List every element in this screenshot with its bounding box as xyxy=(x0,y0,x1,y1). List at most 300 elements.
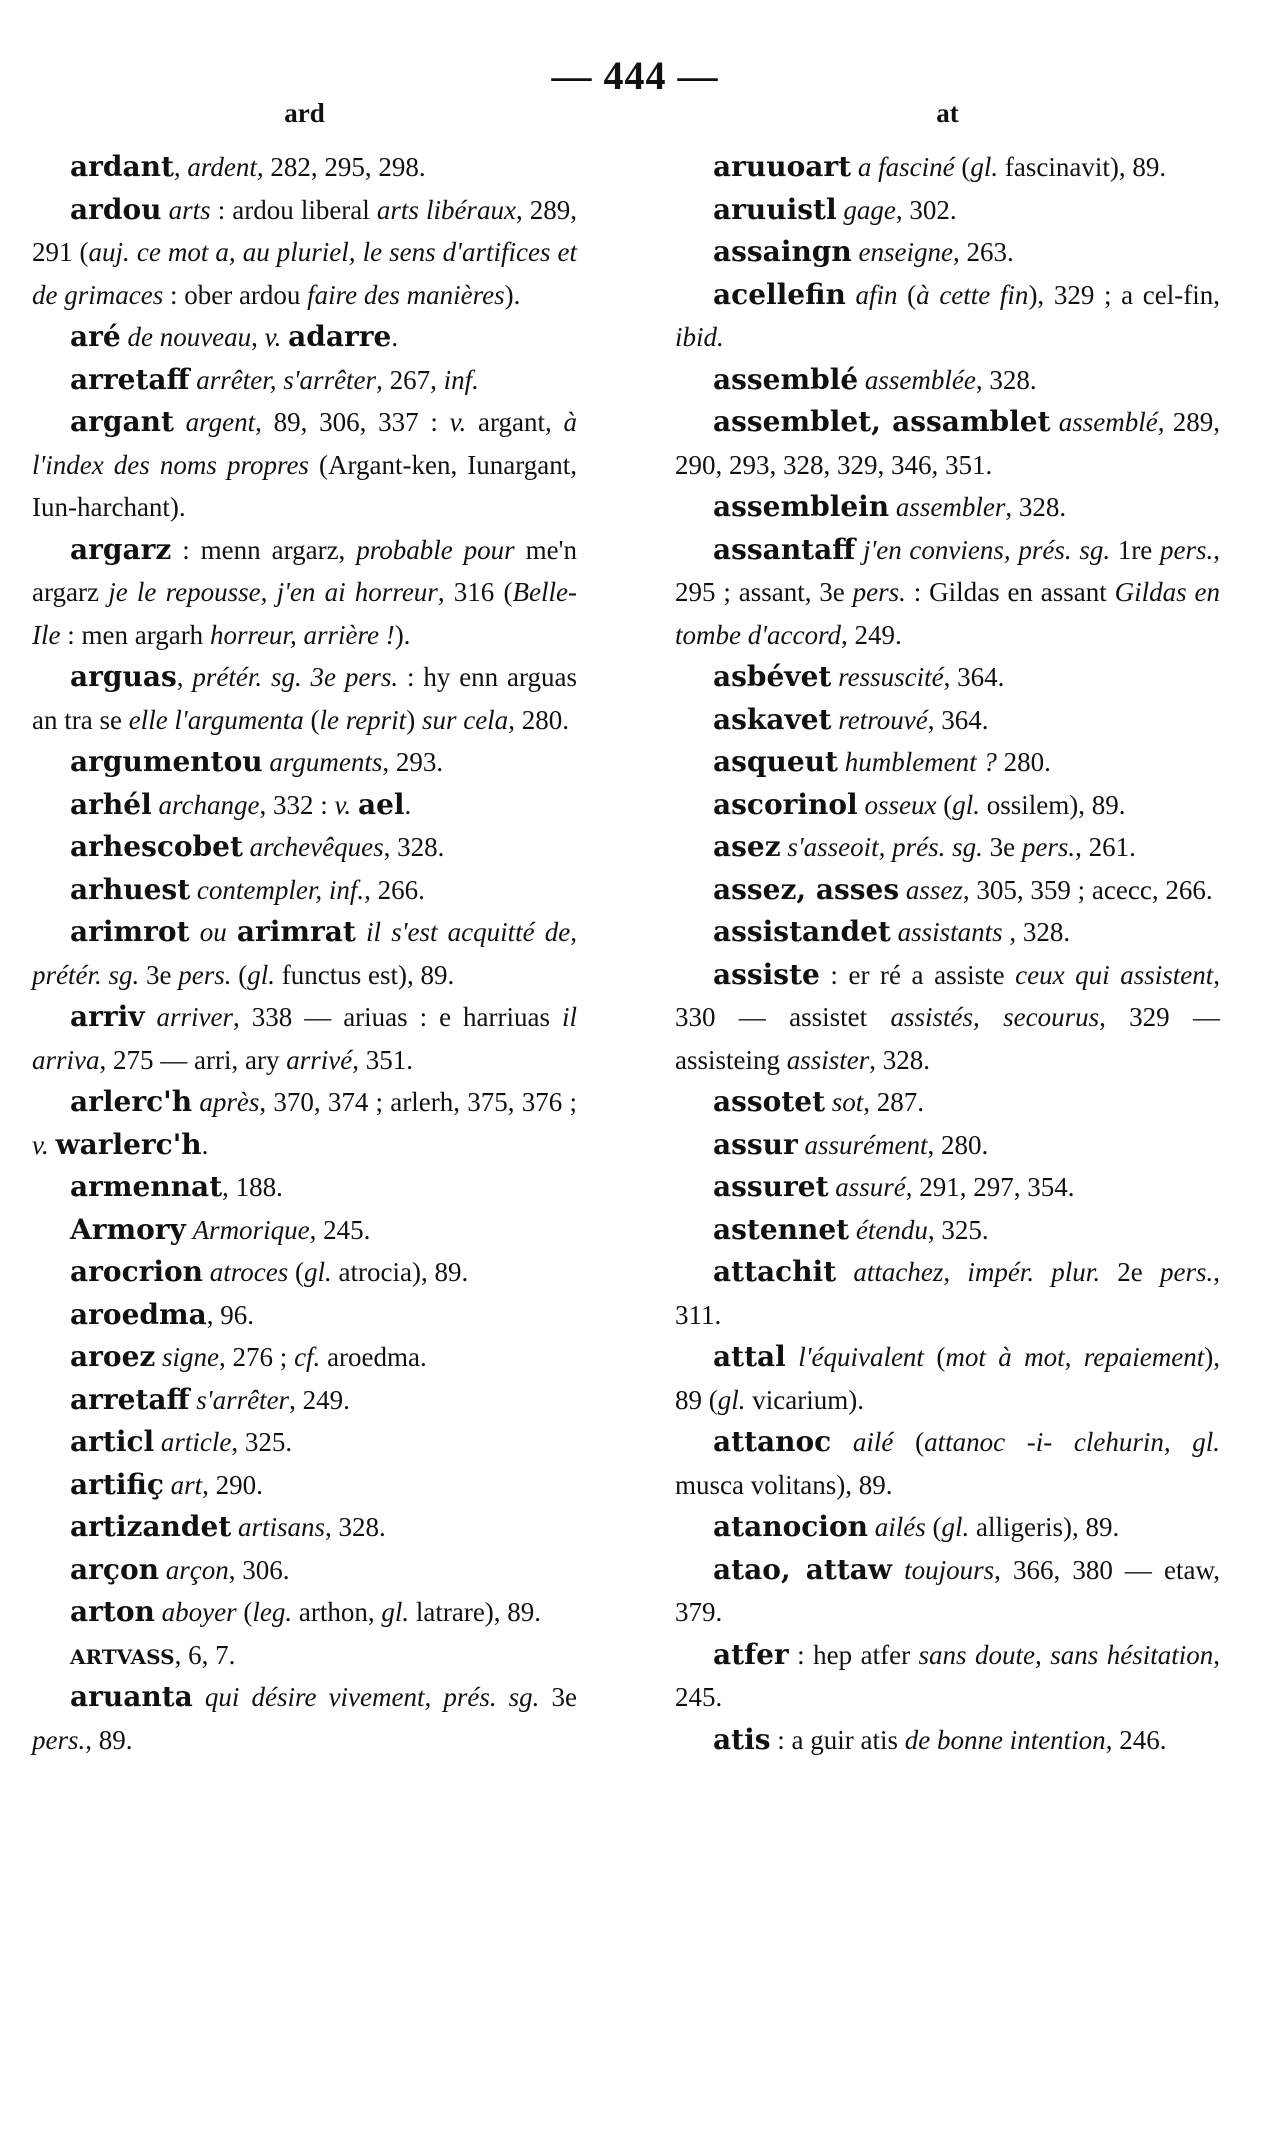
entry-text: vicarium). xyxy=(745,1384,864,1415)
entry-text: , xyxy=(176,662,193,692)
gloss: ibid. xyxy=(675,322,724,352)
gloss: arrêter, s'arrêter xyxy=(196,364,377,395)
gloss: humblement ? xyxy=(844,747,997,777)
gloss: gl. xyxy=(952,789,980,820)
headword: Armory xyxy=(70,1212,186,1246)
dictionary-entry xyxy=(675,1506,1220,1549)
entry-text: , 311. xyxy=(675,1257,1221,1330)
entry-text: 3e xyxy=(982,832,1022,862)
dictionary-entry xyxy=(32,1294,577,1337)
gloss: je le repousse, j'en ai horreur xyxy=(108,577,438,607)
dictionary-entry xyxy=(32,784,577,827)
entry-text: ( xyxy=(954,152,971,182)
headword: warlerc'h xyxy=(55,1127,202,1161)
gloss: contempler, inf. xyxy=(196,874,365,905)
dictionary-entry xyxy=(675,699,1220,742)
headword: arimrot xyxy=(70,915,190,948)
gloss: assez xyxy=(905,874,963,905)
entry-text: , 328. xyxy=(975,364,1037,395)
entry-text: , 305, 359 ; acecc, 266. xyxy=(962,874,1213,905)
gloss: assistants xyxy=(897,917,1003,947)
dictionary-entry xyxy=(32,146,577,189)
headword: assaingn xyxy=(713,235,852,268)
headword: atao, attaw xyxy=(713,1552,892,1586)
dictionary-entry xyxy=(675,1251,1220,1336)
dictionary-entry xyxy=(675,486,1220,529)
gloss: gl. xyxy=(717,1384,746,1415)
entry-text xyxy=(231,1512,238,1542)
entry-text: , 328. xyxy=(324,1512,386,1542)
entry-text: fascinavit), 89. xyxy=(998,152,1167,182)
headword: arguas xyxy=(70,660,177,693)
entry-text: , 364. xyxy=(943,662,1005,692)
gloss: pers. xyxy=(32,1724,86,1755)
dictionary-entry xyxy=(675,1719,1220,1762)
gloss: arts libéraux xyxy=(376,194,516,225)
gloss: après xyxy=(199,1087,260,1117)
headword: assur xyxy=(713,1127,798,1161)
entry-text: , 261. xyxy=(1075,832,1136,862)
dictionary-entry xyxy=(675,146,1220,189)
entry-text xyxy=(155,1597,162,1627)
entry-text: . xyxy=(201,1129,209,1160)
entry-text xyxy=(855,535,863,565)
entry-text: latrare), 89. xyxy=(409,1597,542,1627)
gloss: prétér. sg. 3e pers. xyxy=(192,662,399,692)
dictionary-entry xyxy=(32,401,577,529)
entry-text: , 328. xyxy=(383,832,445,862)
entry-text xyxy=(836,1257,853,1287)
entry-text: , 263. xyxy=(952,237,1014,267)
headword: artvass xyxy=(70,1637,175,1671)
headword: assemblein xyxy=(713,490,890,523)
headword: adarre xyxy=(288,320,392,353)
entry-text: , 249. xyxy=(289,1384,350,1415)
headword: atfer xyxy=(713,1637,789,1671)
entry-text: , 329 — assisteing xyxy=(675,1002,1221,1075)
headword: artifiç xyxy=(70,1467,164,1501)
gloss: archevêques xyxy=(249,832,384,862)
headword: ardou xyxy=(70,192,162,226)
gloss: arguments xyxy=(269,747,383,777)
entry-text: ( xyxy=(897,279,917,310)
dictionary-entry xyxy=(675,529,1220,657)
entry-text xyxy=(186,1215,193,1245)
gloss: assistés, secourus xyxy=(890,1002,1100,1032)
gloss: arts xyxy=(168,194,211,225)
dictionary-entry xyxy=(32,1549,577,1592)
dictionary-entry xyxy=(675,911,1220,954)
gloss: sans doute, sans hésitation xyxy=(918,1639,1214,1670)
gloss: v. xyxy=(334,789,352,820)
entry-text: aroedma. xyxy=(320,1342,427,1372)
entry-text xyxy=(145,1002,157,1032)
entry-text: , 287. xyxy=(863,1087,925,1117)
entry-text: functus est), 89. xyxy=(275,959,455,990)
entry-text: : ardou liberal xyxy=(210,194,377,225)
entry-text xyxy=(849,1215,856,1245)
headword: attanoc xyxy=(713,1425,832,1458)
gloss: attanoc -i- clehurin, gl. xyxy=(924,1427,1221,1457)
entry-text: , 290. xyxy=(202,1469,263,1500)
gloss: gage xyxy=(843,194,896,225)
dictionary-entry xyxy=(675,1549,1220,1634)
entry-text: , 96. xyxy=(206,1299,254,1330)
gloss: v. xyxy=(449,407,467,437)
entry-text xyxy=(851,152,858,182)
headword: assiste xyxy=(713,957,820,991)
headword: articl xyxy=(70,1425,155,1458)
entry-text: ( xyxy=(303,704,320,735)
dictionary-entry xyxy=(32,1336,577,1379)
headword: asez xyxy=(713,830,781,863)
headword: asqueut xyxy=(713,745,838,778)
gloss: l'équivalent xyxy=(798,1342,924,1372)
headword: arhescobet xyxy=(70,830,243,863)
headword: aroez xyxy=(70,1340,156,1373)
headword: argarz xyxy=(70,532,172,566)
dictionary-entry xyxy=(32,1676,577,1761)
entry-text: , 89. xyxy=(85,1724,133,1755)
entry-text xyxy=(858,365,865,395)
entry-text xyxy=(1050,407,1058,437)
entry-text: . xyxy=(404,789,412,820)
dictionary-entry xyxy=(675,826,1220,869)
entry-text: , 289, 290, 293, 328, 329, 346, 351. xyxy=(675,407,1220,480)
entry-text: ( xyxy=(923,1342,946,1372)
dictionary-entry xyxy=(32,741,577,784)
headword: artizandet xyxy=(70,1510,232,1543)
headword: asbévet xyxy=(713,660,832,693)
gloss: gl. xyxy=(247,959,275,990)
headword: assistandet xyxy=(713,915,891,948)
left-running-head: ard xyxy=(284,98,325,128)
dictionary-entry xyxy=(32,316,577,359)
gloss: auj. ce mot a, au pluriel, le sens d'artifices et de grimaces xyxy=(32,237,577,310)
gloss: arriver xyxy=(156,1002,234,1032)
gloss: étendu xyxy=(855,1214,928,1245)
headword: attal xyxy=(713,1340,786,1373)
gloss: ardent xyxy=(187,152,257,182)
headword: arhuest xyxy=(70,872,191,906)
gloss: assuré xyxy=(835,1172,906,1202)
gloss: s'arrêter xyxy=(196,1384,290,1415)
entry-text: ( xyxy=(893,1427,925,1457)
dictionary-entry xyxy=(675,1209,1220,1252)
dictionary-entry xyxy=(32,359,577,402)
gloss: à cette fin xyxy=(916,279,1029,310)
dictionary-entry xyxy=(32,529,577,657)
headword: armennat xyxy=(70,1170,223,1203)
dictionary-entry xyxy=(675,1336,1220,1421)
dictionary-entry xyxy=(32,1591,577,1634)
entry-text xyxy=(203,1257,210,1287)
entry-text xyxy=(892,1555,904,1585)
entry-text: ), 329 ; a cel-fin, xyxy=(1028,279,1220,310)
gloss: elle l'argumenta xyxy=(128,704,304,735)
dictionary-entry xyxy=(675,401,1220,486)
headword: ael xyxy=(357,787,405,821)
page-number: — 444 — xyxy=(551,53,719,98)
entry-text: , 188. xyxy=(222,1172,283,1202)
gloss: enseigne xyxy=(858,237,953,267)
headword: aroedma xyxy=(70,1297,207,1331)
entry-text: , 370, 374 ; arlerh, 375, 376 ; xyxy=(259,1087,577,1117)
dictionary-entry xyxy=(32,996,577,1081)
entry-text: , 351. xyxy=(352,1044,413,1075)
headword: arocrion xyxy=(70,1255,204,1288)
entry-text: ). xyxy=(394,619,411,650)
gloss: ailés xyxy=(874,1512,926,1542)
entry-text: , 289, 291 ( xyxy=(32,194,578,267)
entry-text: , 328. xyxy=(869,1044,931,1075)
entry-text xyxy=(162,195,169,225)
gloss: archange xyxy=(158,789,260,820)
gloss: Gildas en tombe d'accord xyxy=(675,577,1220,650)
dictionary-entry xyxy=(32,1421,577,1464)
entry-text: , 291, 297, 354. xyxy=(905,1172,1075,1202)
entry-text: me'n argarz xyxy=(32,534,577,607)
entry-text: : Gildas en assant xyxy=(905,577,1115,607)
entry-text: 1re xyxy=(1110,534,1160,565)
entry-text: 3e xyxy=(539,1682,578,1712)
gloss: toujours xyxy=(904,1554,995,1585)
entry-text: , 325. xyxy=(231,1427,293,1457)
headword: atis xyxy=(713,1722,771,1756)
gloss: gl. xyxy=(941,1512,970,1542)
gloss: assemblée xyxy=(864,364,976,395)
entry-text: ). xyxy=(504,279,521,310)
entry-text: : men argarh xyxy=(60,619,210,650)
entry-text: , 328. xyxy=(1002,917,1071,947)
entry-text: ossilem), 89. xyxy=(979,789,1126,820)
entry-text: : hy enn arguas an tra se xyxy=(32,662,578,735)
gloss: le reprit xyxy=(319,704,407,735)
dictionary-entry xyxy=(32,1464,577,1507)
gloss: il s'est acquitté de, prétér. sg. xyxy=(32,917,578,990)
entry-text xyxy=(899,875,906,905)
entry-text: , 295 ; assant, 3e xyxy=(675,534,1220,607)
entry-text xyxy=(891,917,898,947)
dictionary-entry xyxy=(32,826,577,869)
entry-text: ( xyxy=(288,1257,305,1287)
gloss: sur cela xyxy=(421,704,509,735)
dictionary-entry xyxy=(32,189,577,317)
gloss: ailé xyxy=(852,1427,894,1457)
gloss: il arriva xyxy=(32,1002,577,1075)
gloss: art xyxy=(170,1469,203,1500)
entry-text: ( xyxy=(925,1512,942,1542)
entry-text: , 282, 295, 298. xyxy=(256,152,426,182)
entry-text: , 6, 7. xyxy=(174,1639,236,1670)
entry-text xyxy=(838,747,845,777)
gloss: assemblé xyxy=(1058,407,1158,437)
entry-text: , 325. xyxy=(927,1214,989,1245)
right-column xyxy=(675,98,1220,1761)
dictionary-entry xyxy=(675,954,1220,1082)
gloss: pers. xyxy=(1160,534,1214,565)
entry-text: , 245. xyxy=(309,1214,371,1245)
headword: arhél xyxy=(70,787,152,821)
gloss: v. xyxy=(264,322,282,352)
headword: ardant xyxy=(70,150,174,183)
entry-text: , 338 — ariuas : e harriuas xyxy=(233,1002,562,1032)
left-column xyxy=(32,98,577,1761)
dictionary-entry xyxy=(675,869,1220,912)
gloss: s'asseoit, prés. sg. xyxy=(787,832,983,862)
entry-text xyxy=(193,1682,205,1712)
entry-text: ) xyxy=(406,704,422,735)
headword: aruuoart xyxy=(713,150,852,183)
headword: arretaff xyxy=(70,362,190,396)
gloss: arrivé xyxy=(286,1044,353,1075)
headword: assuret xyxy=(713,1170,829,1203)
entry-text: , 267, xyxy=(376,364,444,395)
gloss: gl. xyxy=(381,1597,410,1627)
headword: assantaff xyxy=(713,532,856,566)
headword: attachit xyxy=(713,1255,837,1288)
headword: arlerc'h xyxy=(70,1085,193,1118)
gloss: mot à mot, repaiement xyxy=(945,1342,1205,1372)
dictionary-entry xyxy=(675,1421,1220,1506)
entry-text: , 245. xyxy=(675,1639,1220,1712)
dictionary-entry xyxy=(675,1124,1220,1167)
entry-text xyxy=(356,917,366,947)
entry-text xyxy=(154,1427,161,1457)
entry-text: ( xyxy=(236,1597,253,1627)
headword: arçon xyxy=(70,1552,159,1586)
entry-text: , 280. xyxy=(927,1129,989,1160)
entry-text: ), 89 ( xyxy=(675,1342,1221,1415)
gloss: arçon xyxy=(165,1554,229,1585)
headword: assemblet, assamblet xyxy=(713,405,1051,438)
gloss: argent xyxy=(185,407,256,437)
entry-text xyxy=(227,917,237,947)
entry-text: ( xyxy=(231,959,248,990)
dictionary-entry xyxy=(675,784,1220,827)
entry-text xyxy=(831,1427,853,1457)
entry-text: : er ré a assiste xyxy=(819,959,1016,990)
dictionary-entry xyxy=(32,656,577,741)
gloss: assurément xyxy=(804,1129,928,1160)
entry-text: , 302. xyxy=(895,194,957,225)
entry-text: : a guir atis xyxy=(770,1724,905,1755)
gloss: qui désire vivement, prés. sg. xyxy=(204,1682,540,1712)
entry-text: 2e xyxy=(1100,1257,1161,1287)
headword: arimrat xyxy=(236,915,356,948)
gloss: assembler xyxy=(895,492,1006,522)
entry-text: , 275 — arri, ary xyxy=(99,1044,287,1075)
gloss: osseux xyxy=(864,789,937,820)
entry-text xyxy=(798,1130,805,1160)
headword: assotet xyxy=(713,1085,826,1118)
gloss: pers. xyxy=(1021,832,1076,862)
headword: arriv xyxy=(70,1000,145,1033)
entry-text: , 246. xyxy=(1105,1724,1167,1755)
dictionary-entry xyxy=(675,1166,1220,1209)
entry-text: , 89, 306, 337 : xyxy=(255,407,450,437)
entry-text xyxy=(243,832,250,862)
entry-text: argant, xyxy=(466,407,564,437)
entry-text: . xyxy=(391,322,399,352)
gloss: pers. xyxy=(178,959,232,990)
entry-text: musca volitans), 89. xyxy=(675,1469,893,1500)
gloss: assister xyxy=(786,1044,870,1075)
entry-text: , 330 — assistet xyxy=(675,959,1220,1032)
gloss: à l'index des noms propres xyxy=(32,407,577,480)
entry-text xyxy=(159,1555,166,1585)
dictionary-entry xyxy=(32,869,577,912)
entry-text: , 249. xyxy=(840,619,902,650)
entry-text: 280. xyxy=(996,747,1051,777)
headword: arretaff xyxy=(70,1382,190,1416)
entry-text: , 328. xyxy=(1005,492,1067,522)
gloss: Belle-Ile xyxy=(32,577,577,650)
gloss: de nouveau xyxy=(127,322,252,352)
gloss: horreur, arrière ! xyxy=(209,619,395,650)
gloss: atroces xyxy=(209,1257,289,1287)
entry-text xyxy=(786,1342,798,1372)
gloss: pers. xyxy=(1160,1257,1214,1287)
headword: arton xyxy=(70,1595,155,1628)
gloss: article xyxy=(160,1427,232,1457)
entry-text: : hep atfer xyxy=(788,1639,919,1670)
dictionary-entry xyxy=(675,189,1220,232)
dictionary-entry xyxy=(675,741,1220,784)
headword: aruuistl xyxy=(713,192,837,226)
headword: argumentou xyxy=(70,745,263,778)
dictionary-entry xyxy=(675,274,1220,359)
gloss: ressuscité xyxy=(838,662,944,692)
entry-text xyxy=(852,237,859,267)
gloss: afin xyxy=(855,279,898,310)
entry-text: alligeris), 89. xyxy=(969,1512,1120,1542)
entry-text: : ober ardou xyxy=(163,279,308,310)
headword: aré xyxy=(70,320,121,353)
gloss: Armorique xyxy=(192,1214,310,1245)
gloss: a fasciné xyxy=(857,152,955,182)
dictionary-entry xyxy=(32,1379,577,1422)
entry-text xyxy=(190,875,197,905)
entry-text xyxy=(825,1087,832,1117)
gloss: cf. xyxy=(294,1342,321,1372)
dictionary-entry xyxy=(675,231,1220,274)
dictionary-entry xyxy=(32,1634,577,1677)
gloss: ceux qui assistent xyxy=(1015,959,1214,990)
headword: ascorinol xyxy=(713,787,858,821)
right-entry-list xyxy=(675,146,1220,1761)
gloss: aboyer xyxy=(161,1597,237,1627)
entry-text: , 293. xyxy=(382,747,444,777)
headword: assez, asses xyxy=(713,872,900,906)
headword: assemblé xyxy=(713,362,859,396)
entry-text: , 276 ; xyxy=(219,1342,295,1372)
dictionary-entry xyxy=(675,1634,1220,1719)
headword: atanocion xyxy=(713,1510,868,1543)
dictionary-entry xyxy=(32,1506,577,1549)
headword: aruanta xyxy=(70,1680,193,1713)
headword: astennet xyxy=(713,1212,850,1246)
entry-text xyxy=(868,1512,875,1542)
entry-text: 3e xyxy=(139,959,179,990)
entry-text xyxy=(889,492,896,522)
entry-text: , 280. xyxy=(508,704,569,735)
gloss: ou xyxy=(199,917,227,947)
gloss: attachez, impér. plur. xyxy=(853,1257,1101,1287)
dictionary-entry xyxy=(675,359,1220,402)
gloss: retrouvé xyxy=(838,704,928,735)
dictionary-entry xyxy=(32,1081,577,1166)
